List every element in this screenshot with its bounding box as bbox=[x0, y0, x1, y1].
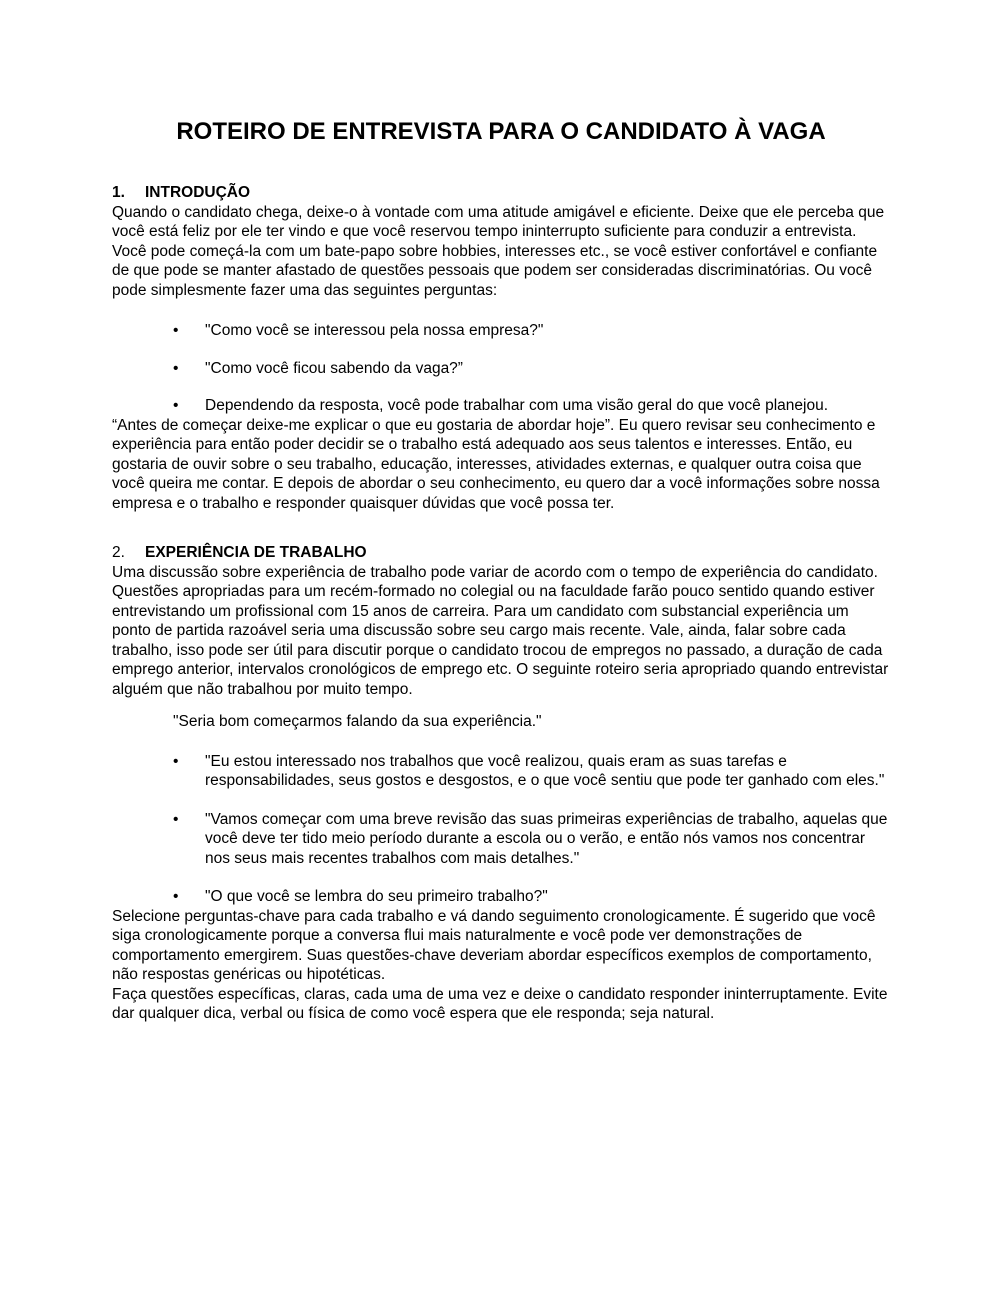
bullet-icon: • bbox=[173, 752, 179, 770]
bullet-item bbox=[112, 359, 890, 379]
bullet-icon: • bbox=[173, 810, 179, 828]
bullet-text: "O que você se lembra do seu primeiro trabalho?" bbox=[205, 888, 548, 905]
section-1-intro-paragraph: Quando o candidato chega, deixe-o à vontade com uma atitude amigável e eficiente. Deixe que ele perceba que você está feliz por ele ter vindo e que você reservou tempo ininterrupto suficiente para conduzir a entrevista. Você pode começá-la com um bate-papo sobre hobbies, interesses etc., se você estiver confortável e confiante de que pode se manter afastado de questões pessoais que podem ser consideradas discriminatórias. Ou você pode simplesmente fazer uma das seguintes perguntas: bbox=[112, 203, 885, 299]
section-1-bullet-list bbox=[112, 321, 890, 416]
bullet-item bbox=[112, 321, 890, 341]
section-1-closing-paragraph: “Antes de começar deixe-me explicar o que eu gostaria de abordar hoje”. Eu quero revisar seu conhecimento e experiência para então poder decidir se o trabalho está adequado aos seus talentos e interesses. Então, eu gostaria de ouvir sobre o seu trabalho, educação, interesses, atividades externas, e qualquer outra coisa que você queira me contar. E depois de abordar o seu conhecimento, eu quero dar a você informações sobre nossa empresa e o trabalho e responder quaisquer dúvidas que você possa ter. bbox=[112, 416, 880, 512]
bullet-icon: • bbox=[173, 359, 179, 377]
bullet-text: "Como você se interessou pela nossa empresa?" bbox=[205, 322, 544, 339]
section-2-closing-paragraph-1: Selecione perguntas-chave para cada trabalho e vá dando seguimento cronologicamente. É sugerido que você siga cronologicamente porque a conversa flui mais naturalmente e você pode ver demonstrações de comportamento emergirem. Suas questões-chave deveriam abordar específicos exemplos de comportamento, não respostas genéricas ou hipotéticas. bbox=[112, 907, 876, 983]
bullet-text: "Vamos começar com uma breve revisão das suas primeiras experiências de trabalho, aquelas que você deve ter tido meio período durante a escola ou o verão, e então nós vamos nos concentrar nos seus mais recentes trabalhos com mais detalhes." bbox=[205, 810, 888, 867]
bullet-item bbox=[112, 752, 890, 791]
section-1-heading bbox=[112, 183, 890, 203]
section-2-bullet-list bbox=[112, 752, 890, 907]
document-title: ROTEIRO DE ENTREVISTA PARA O CANDIDATO À VAGA bbox=[176, 118, 826, 145]
section-2-title: EXPERIÊNCIA DE TRABALHO bbox=[145, 544, 367, 561]
bullet-text: Dependendo da resposta, você pode trabalhar com uma visão geral do que você planejou. bbox=[205, 397, 828, 414]
section-2-heading bbox=[112, 543, 890, 563]
bullet-icon: • bbox=[173, 397, 179, 414]
section-1-title: INTRODUÇÃO bbox=[145, 184, 251, 201]
bullet-item bbox=[112, 887, 890, 907]
bullet-text: "Como você ficou sabendo da vaga?” bbox=[205, 359, 463, 377]
bullet-text: "Eu estou interessado nos trabalhos que você realizou, quais eram as suas tarefas e responsabilidades, seus gostos e desgostos, e o que você sentiu que pode ter ganhado com eles." bbox=[205, 752, 885, 789]
section-2-number: 2. bbox=[112, 544, 125, 561]
bullet-item bbox=[112, 396, 890, 416]
section-2-closing-paragraph-2: Faça questões específicas, claras, cada uma de uma vez e deixe o candidato responder ininterruptamente. Evite dar qualquer dica, verbal ou física de como você espera que ele responda; seja natural. bbox=[112, 985, 888, 1022]
bullet-item bbox=[112, 810, 890, 869]
bullet-icon: • bbox=[173, 888, 179, 905]
section-2-intro-paragraph: Uma discussão sobre experiência de trabalho pode variar de acordo com o tempo de experiência do candidato. Questões apropriadas para um recém-formado no colegial ou na faculdade farão pouco sentido quando estiver entrevistando um profissional com 15 anos de carreira. Para um candidato com substancial experiência um ponto de partida razoável seria uma discussão sobre seu cargo mais recente. Vale, ainda, falar sobre cada trabalho, isso pode ser útil para discutir porque o candidato trocou de empregos no passado, a duração de cada emprego anterior, intervalos cronológicos de emprego etc. O seguinte roteiro seria apropriado quando entrevistar alguém que não trabalhou por muito tempo. bbox=[112, 563, 889, 698]
section-2-lead-quote: "Seria bom começarmos falando da sua experiência." bbox=[173, 713, 542, 730]
bullet-icon: • bbox=[173, 322, 179, 339]
section-1-number: 1. bbox=[112, 184, 125, 201]
